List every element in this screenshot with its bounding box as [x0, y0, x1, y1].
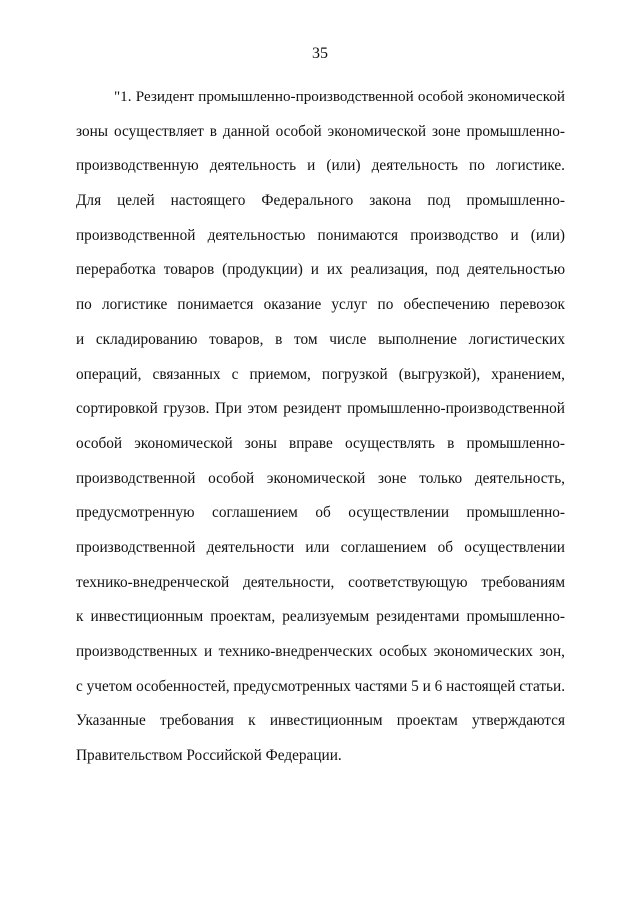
text-line: Правительством Российской Федерации.	[76, 747, 342, 765]
text-line: сортировкой грузов. При этом резидент промышленно-производственной	[76, 400, 565, 418]
text-line: предусмотренную соглашением об осуществлении промышленно-	[76, 504, 565, 522]
text-line: зоны осуществляет в данной особой экономической зоне промышленно-	[76, 122, 565, 140]
text-line: по логистике понимается оказание услуг по обеспечению перевозок	[76, 296, 565, 314]
text-line: и складированию товаров, в том числе выполнение логистических	[76, 330, 565, 348]
text-line: "1. Резидент промышленно-производственной особой экономической	[114, 89, 565, 105]
page-number: 35	[312, 45, 328, 62]
text-line: переработка товаров (продукции) и их реализация, под деятельностью	[76, 261, 565, 279]
text-line: производственной особой экономической зоне только деятельность,	[76, 469, 565, 487]
body-paragraph	[76, 80, 565, 774]
text-line: к инвестиционным проектам, реализуемым резидентами промышленно-	[76, 608, 565, 626]
text-line: производственную деятельность и (или) деятельность по логистике.	[76, 157, 565, 175]
text-line: Указанные требования к инвестиционным проектам утверждаются	[76, 712, 565, 730]
text-line: производственной деятельностью понимаются производство и (или)	[76, 226, 565, 244]
text-line: производственных и технико-внедренческих особых экономических зон,	[76, 643, 565, 660]
text-line: особой экономической зоны вправе осуществлять в промышленно-	[76, 434, 565, 452]
text-line: технико-внедренческой деятельности, соответствующую требованиям	[76, 573, 565, 591]
text-line: производственной деятельности или соглашением об осуществлении	[76, 538, 565, 556]
text-line: операций, связанных с приемом, погрузкой (выгрузкой), хранением,	[76, 365, 565, 383]
text-line: Для целей настоящего Федерального закона под промышленно-	[76, 192, 565, 210]
text-line: с учетом особенностей, предусмотренных частями 5 и 6 настоящей статьи.	[76, 677, 566, 695]
